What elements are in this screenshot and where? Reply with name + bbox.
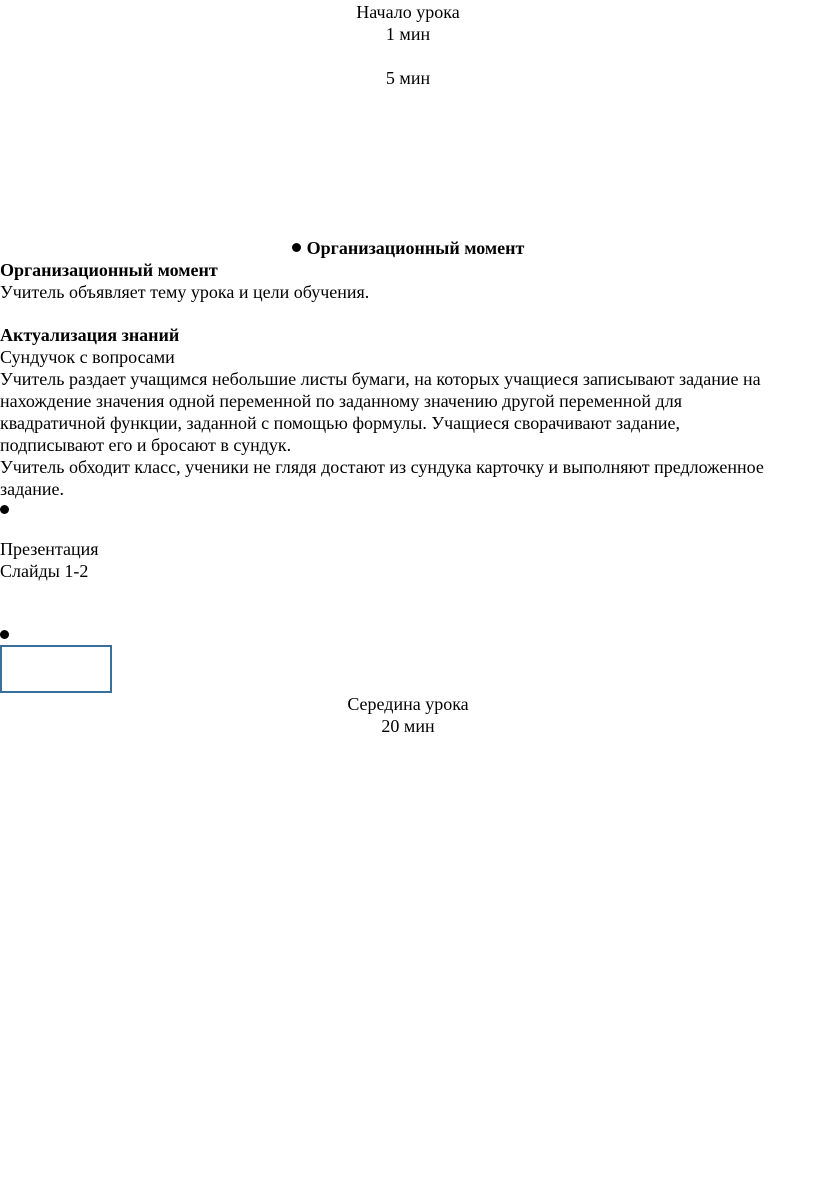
paragraph-line: Учитель обходит класс, ученики не глядя достают из сундука карточку и выполняют предложенное bbox=[0, 457, 764, 477]
org-moment-bullet-text: Организационный момент bbox=[306, 238, 525, 258]
org-moment-title: Организационный момент bbox=[0, 260, 218, 280]
actualization-title: Актуализация знаний bbox=[0, 325, 180, 345]
duration-2: 5 мин bbox=[385, 68, 431, 88]
paragraph-line: квадратичной функции, заданной с помощью формулы. Учащиеся сворачивают задание, bbox=[0, 413, 681, 433]
actualization-section bbox=[0, 324, 812, 500]
lesson-middle-duration: 20 мин bbox=[381, 716, 435, 736]
presentation-label: Презентация bbox=[0, 539, 99, 559]
paragraph-line: подписывают его и бросают в сундук. bbox=[0, 435, 292, 455]
bullet-icon bbox=[0, 505, 9, 514]
actualization-subtitle: Сундучок с вопросами bbox=[0, 347, 175, 367]
empty-frame-box bbox=[0, 645, 112, 693]
org-moment-bullet-heading bbox=[0, 237, 816, 259]
slides-label: Слайды 1-2 bbox=[0, 561, 89, 581]
bullet-icon bbox=[0, 630, 9, 639]
bullet-icon bbox=[292, 243, 301, 252]
org-moment-text: Учитель объявляет тему урока и цели обучения. bbox=[0, 282, 370, 302]
lesson-middle-label: Середина урока bbox=[347, 694, 469, 714]
paragraph-line: нахождение значения одной переменной по заданному значению другой переменной для bbox=[0, 391, 682, 411]
paragraph-line: Учитель раздает учащимся небольшие листы бумаги, на которых учащиеся записывают задание на bbox=[0, 369, 761, 389]
org-moment-section bbox=[0, 259, 812, 303]
paragraph-line: задание. bbox=[0, 479, 65, 499]
duration-1: 1 мин bbox=[385, 24, 431, 44]
lesson-start-label: Начало урока bbox=[356, 2, 460, 22]
bullet-row-2 bbox=[0, 624, 812, 646]
resources-section bbox=[0, 538, 812, 582]
bullet-row-1 bbox=[0, 499, 812, 521]
